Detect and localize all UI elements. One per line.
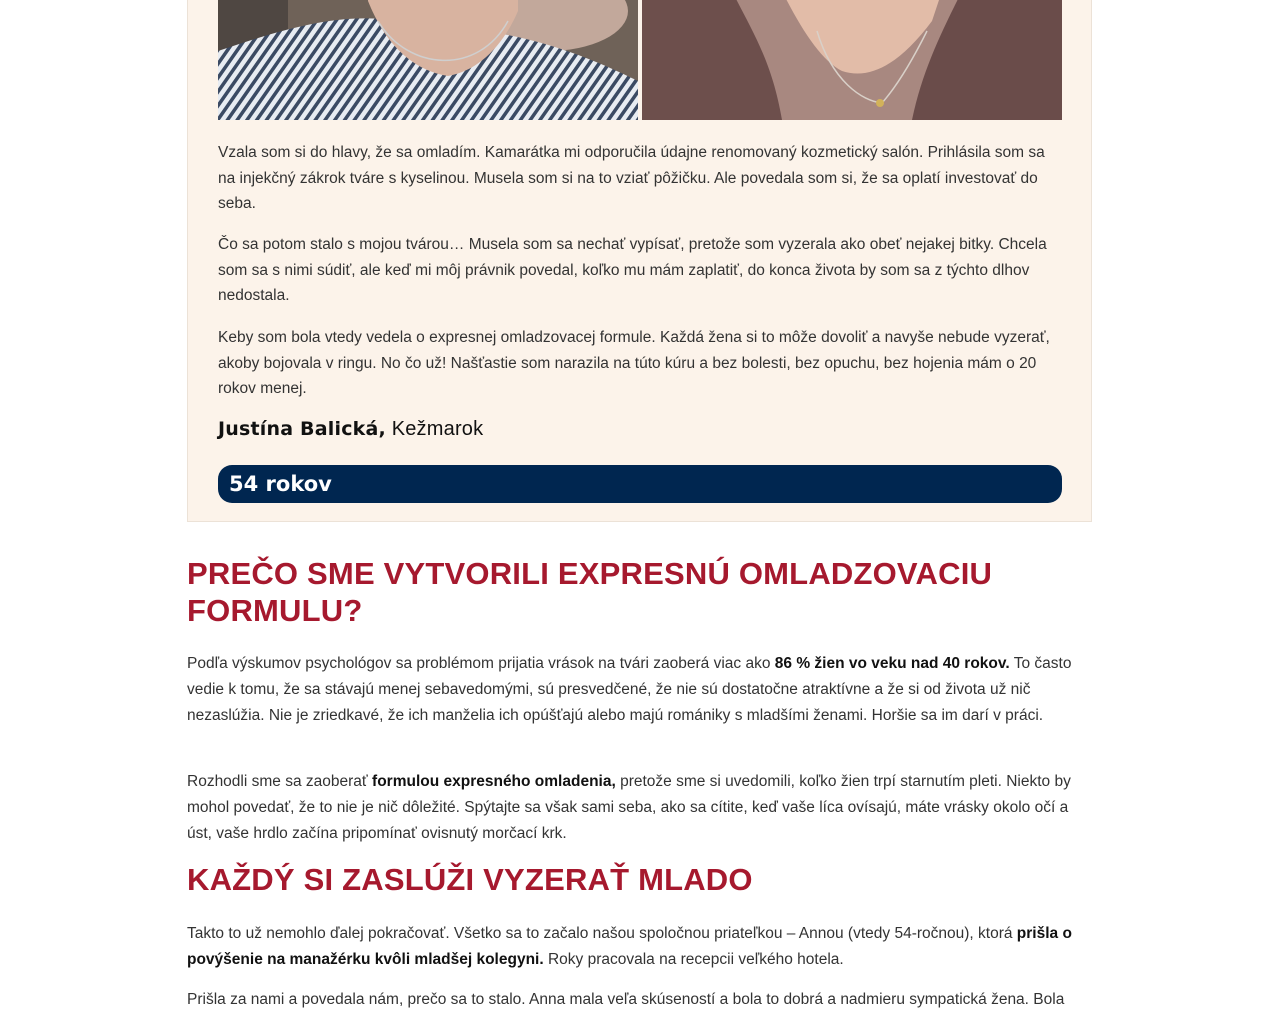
age-badge bbox=[218, 465, 1062, 503]
testimonial-author bbox=[218, 418, 483, 441]
text-run: To často vedie k tomu, že sa stávajú menej sebavedomými, sú presvedčené, že nie sú dostatočne atraktívne a že si od života už nič nezaslúžia. Nie je zriedkavé, že ich manželia ich opúšťajú alebo majú romániky s mladšími ženami. Horšie sa im darí v práci. bbox=[187, 655, 1072, 724]
highlight-text: prišla o povýšenie na manažérku kvôli mladšej kolegyni. bbox=[187, 925, 1072, 968]
text-run: Podľa výskumov psychológov sa problémom prijatia vrások na tvári zaoberá viac ako bbox=[187, 655, 775, 672]
text-run: Rozhodli sme sa zaoberať bbox=[187, 773, 373, 790]
story-paragraph-2: Čo sa potom stalo s mojou tvárou… Musela som sa nechať vypísať, pretože som vyzerala ako obeť nejakej bitky. Chcela som sa s nimi súdiť, ale keď mi môj právnik povedal, koľko mu mám zaplatiť, do konca života by som sa z týchto dlhov nedostala. bbox=[218, 236, 1047, 304]
story-paragraph-3: Keby som bola vtedy vedela o expresnej omladzovacej formule. Každá žena si to môže dovoliť a navyše nebude vyzerať, akoby bojovala v ringu. No čo už! Našťastie som narazila na túto kúru a bez bolesti, bez opuchu, bez hojenia mám o 20 rokov menej. bbox=[218, 329, 1050, 397]
after-photo bbox=[642, 0, 1062, 120]
age-label: 54 rokov bbox=[229, 472, 332, 496]
deserve-paragraph-1 bbox=[187, 921, 1087, 973]
highlight-text: formulou expresného omladenia, bbox=[372, 773, 616, 790]
text-run: Takto to už nemohlo ďalej pokračovať. Všetko sa to začalo našou spoločnou priateľkou – Annou (vtedy 54-ročnou), ktorá bbox=[187, 925, 1017, 942]
section-heading-why: PREČO SME VYTVORILI EXPRESNÚ OMLADZOVACIU FORMULU? bbox=[187, 556, 993, 628]
before-photo bbox=[218, 0, 638, 120]
highlight-text: 86 % žien vo veku nad 40 rokov. bbox=[774, 655, 1010, 672]
why-paragraph-2 bbox=[187, 769, 1087, 846]
section-heading-deserve: KAŽDÝ SI ZASLÚŽI VYZERAŤ MLADO bbox=[187, 862, 753, 897]
author-name: Justína Balická, bbox=[218, 418, 386, 440]
text-run: Roky pracovala na recepcii veľkého hotela. bbox=[543, 950, 844, 968]
author-city: Kežmarok bbox=[385, 418, 484, 440]
text-run: pretože sme si uvedomili, koľko žien trpí starnutím pleti. Niekto by mohol povedať, že to nie je nič dôležité. Spýtajte sa však sami seba, ako sa cítite, keď vaše líca ovísajú, máte vrásky okolo očí a úst, vaše hrdlo začína pripomínať ovisnutý morčací krk. bbox=[187, 773, 1071, 842]
testimonial-card bbox=[187, 0, 1092, 522]
why-paragraph-1 bbox=[187, 651, 1087, 728]
story-paragraph-1: Vzala som si do hlavy, že sa omladím. Kamarátka mi odporučila údajne renomovaný kozmetický salón. Prihlásila som sa na injekčný zákrok tváre s kyselinou. Musela som si na to vziať pôžičku. Ale povedala som si, že sa oplatí investovať do seba. bbox=[218, 144, 1045, 212]
deserve-paragraph-2: Prišla za nami a povedala nám, prečo sa to stalo. Anna mala veľa skúseností a bola to dobrá a nadmieru sympatická žena. Bola bbox=[187, 991, 1065, 1008]
